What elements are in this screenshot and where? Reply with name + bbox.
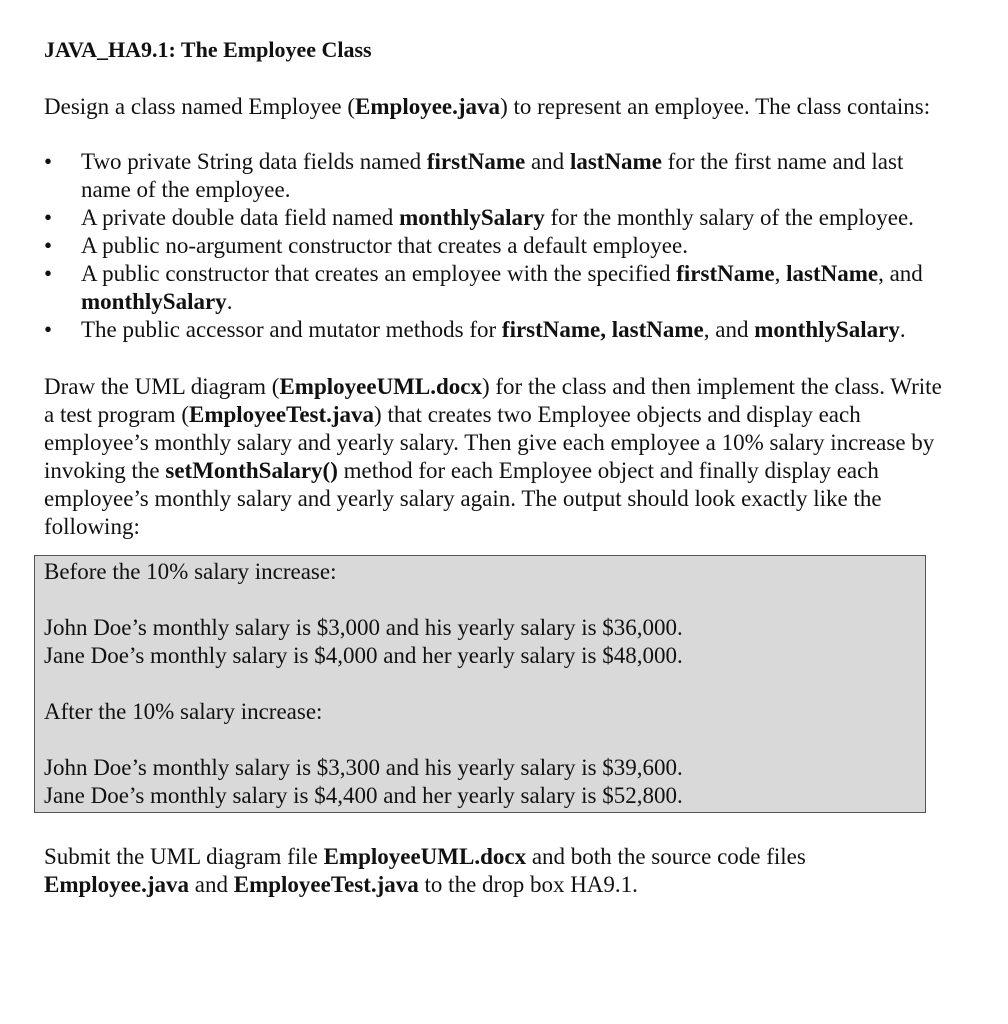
output-before-heading: Before the 10% salary increase:: [44, 559, 337, 584]
output-spacer: [44, 586, 925, 614]
field-name: monthlySalary: [754, 317, 900, 342]
output-line: John Doe’s monthly salary is $3,300 and his yearly salary is $39,600.: [44, 755, 683, 780]
submit-text: to the drop box HA9.1.: [418, 872, 638, 897]
requirement-text: A public constructor that creates an employee with the specified: [81, 261, 677, 286]
file-name: EmployeeTest.java: [188, 402, 375, 427]
bullet: •: [44, 149, 53, 174]
field-name: monthlySalary: [399, 205, 545, 230]
requirement-text: A public no-argument constructor that creates a default employee.: [81, 233, 688, 258]
requirement-item: [44, 148, 944, 204]
output-spacer: [44, 726, 925, 754]
description-text: ) for the class and then implement the class. Write a test program (: [44, 374, 942, 427]
requirement-item: [44, 316, 944, 344]
bullet: •: [44, 261, 53, 286]
output-line: John Doe’s monthly salary is $3,000 and his yearly salary is $36,000.: [44, 615, 683, 640]
requirement-text: , and: [703, 317, 755, 342]
output-line: Jane Doe’s monthly salary is $4,000 and her yearly salary is $48,000.: [44, 643, 683, 668]
field-name: monthlySalary: [81, 289, 227, 314]
intro-text-before: Design a class named Employee (: [44, 94, 356, 119]
submission-instructions: [44, 843, 944, 899]
requirement-text: .: [899, 317, 906, 342]
output-spacer: [44, 670, 925, 698]
bullet: •: [44, 233, 53, 258]
requirement-text: ,: [774, 261, 787, 286]
sample-output-box: [34, 555, 926, 813]
intro-paragraph: [44, 93, 944, 121]
description-text: ) that creates two Employee objects and display each employee’s monthly salary and yearly salary. Then give each employee a 10% salary increase by invoking the: [44, 402, 935, 483]
description-text: method for each Employee object and finally display each employee’s monthly salary and yearly salary again. The output should look exactly like the following:: [44, 458, 882, 539]
requirement-text: Two private String data fields named: [81, 149, 427, 174]
requirement-text: The public accessor and mutator methods for: [81, 317, 502, 342]
bullet: •: [44, 317, 53, 342]
description-text: Draw the UML diagram (: [44, 374, 280, 399]
bullet: •: [44, 205, 53, 230]
field-name: firstName: [426, 149, 526, 174]
submit-text: Submit the UML diagram file: [44, 844, 324, 869]
requirement-item: [44, 232, 944, 260]
requirement-text: A private double data field named: [81, 205, 400, 230]
requirement-item: [44, 260, 944, 316]
file-name: EmployeeUML.docx: [323, 844, 527, 869]
assignment-document: [44, 36, 944, 899]
output-line: Jane Doe’s monthly salary is $4,400 and her yearly salary is $52,800.: [44, 783, 683, 808]
submit-text: and both the source code files: [526, 844, 806, 869]
requirement-text: for the first name and last name of the employee.: [81, 149, 904, 202]
field-name: firstName, lastName: [501, 317, 704, 342]
requirement-text: and: [525, 149, 570, 174]
submit-text: and: [189, 872, 234, 897]
requirement-item: [44, 204, 944, 232]
intro-text-after: ) to represent an employee. The class contains:: [500, 94, 931, 119]
output-after-heading: After the 10% salary increase:: [44, 699, 323, 724]
file-name: EmployeeUML.docx: [279, 374, 482, 399]
field-name: firstName: [676, 261, 775, 286]
file-name: EmployeeTest.java: [233, 872, 419, 897]
field-name: lastName: [569, 149, 662, 174]
requirement-text: for the monthly salary of the employee.: [544, 205, 914, 230]
requirements-list: [44, 148, 944, 344]
field-name: lastName: [786, 261, 879, 286]
method-name: setMonthSalary(): [165, 458, 338, 483]
description-paragraph: [44, 373, 944, 541]
file-name: Employee.java: [44, 872, 190, 897]
requirement-text: , and: [878, 261, 923, 286]
intro-file-name: Employee.java: [355, 94, 501, 119]
assignment-title: JAVA_HA9.1: The Employee Class: [44, 37, 372, 62]
requirement-text: .: [226, 289, 233, 314]
